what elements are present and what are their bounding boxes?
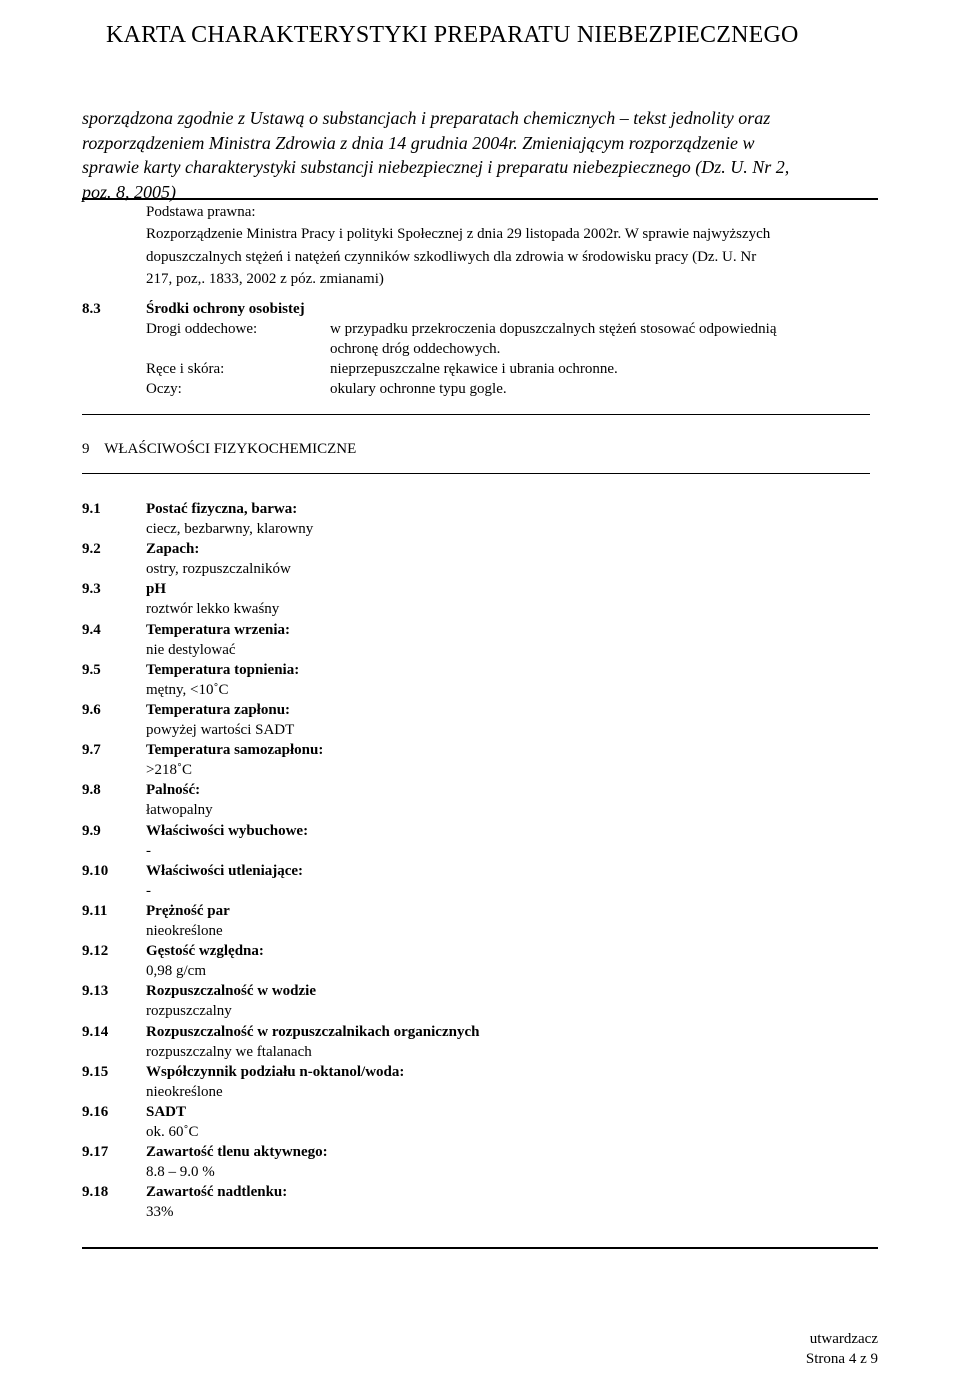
item-value: ok. 60˚C xyxy=(146,1124,199,1140)
item-label: Współczynnik podziału n-oktanol/woda: xyxy=(146,1064,405,1080)
item-label: Zapach: xyxy=(146,541,200,557)
section-divider xyxy=(82,473,870,474)
item-number: 9.11 xyxy=(82,903,108,919)
item-value: łatwopalny xyxy=(146,802,213,818)
item-label: Właściwości wybuchowe: xyxy=(146,823,309,839)
item-value: 8.8 – 9.0 % xyxy=(146,1164,215,1180)
item-number: 9.6 xyxy=(82,702,101,718)
legal-basis-label: Podstawa prawna: xyxy=(146,204,256,220)
item-number: 9.17 xyxy=(82,1144,109,1160)
item-label: pH xyxy=(146,581,167,597)
item-label: Właściwości utleniające: xyxy=(146,863,304,879)
item-number: 9.9 xyxy=(82,823,101,839)
item-number: 9.1 xyxy=(82,501,101,517)
item-label: Temperatura wrzenia: xyxy=(146,622,290,638)
item-number: 9.3 xyxy=(82,581,101,597)
item-number: 9.10 xyxy=(82,863,109,879)
item-value: ostry, rozpuszczalników xyxy=(146,561,291,577)
item-value: 33% xyxy=(146,1204,174,1220)
item-label: SADT xyxy=(146,1104,187,1120)
item-value: roztwór lekko kwaśny xyxy=(146,601,280,617)
ppe-value: ochronę dróg oddechowych. xyxy=(330,341,501,357)
item-value: nie destylować xyxy=(146,642,236,658)
section-divider xyxy=(82,414,870,415)
ppe-value: w przypadku przekroczenia dopuszczalnych stężeń stosować odpowiednią xyxy=(330,321,777,337)
item-value: - xyxy=(146,843,151,859)
item-label: Temperatura samozapłonu: xyxy=(146,742,324,758)
item-value: ciecz, bezbarwny, klarowny xyxy=(146,521,314,537)
item-number: 9.13 xyxy=(82,983,109,999)
intro-line: sprawie karty charakterystyki substancji niebezpiecznej i preparatu niebezpiecznego (Dz. U. Nr 2, xyxy=(82,157,790,177)
intro-line: sporządzona zgodnie z Ustawą o substancjach i preparatach chemicznych – tekst jednolity oraz xyxy=(82,108,771,128)
item-value: nieokreślone xyxy=(146,1084,223,1100)
intro-line: rozporządzeniem Ministra Zdrowia z dnia 14 grudnia 2004r. Zmieniającym rozporządzenie w xyxy=(82,133,755,153)
legal-basis-line: 217, poz,. 1833, 2002 z póz. zmianami) xyxy=(146,271,384,287)
item-label: Postać fizyczna, barwa: xyxy=(146,501,298,517)
item-value: - xyxy=(146,883,151,899)
item-number: 9.16 xyxy=(82,1104,109,1120)
ppe-label: Drogi oddechowe: xyxy=(146,321,258,337)
intro-line: poz. 8, 2005) xyxy=(82,182,176,202)
item-label: Temperatura zapłonu: xyxy=(146,702,291,718)
item-label: Gęstość względna: xyxy=(146,943,264,959)
document-title: KARTA CHARAKTERYSTYKI PREPARATU NIEBEZPIECZNEGO xyxy=(106,22,799,48)
item-label: Rozpuszczalność w wodzie xyxy=(146,983,316,999)
item-value: 0,98 g/cm xyxy=(146,963,206,979)
item-label: Zawartość nadtlenku: xyxy=(146,1184,288,1200)
ppe-value: okulary ochronne typu gogle. xyxy=(330,381,507,397)
legal-basis-line: dopuszczalnych stężeń i natężeń czynników szkodliwych dla zdrowia w środowisku pracy (Dz. U. Nr xyxy=(146,249,757,265)
ppe-label: Oczy: xyxy=(146,381,182,397)
item-label: Prężność par xyxy=(146,903,230,919)
ppe-label: Ręce i skóra: xyxy=(146,361,225,377)
item-value: nieokreślone xyxy=(146,923,223,939)
item-number: 9.15 xyxy=(82,1064,109,1080)
item-number: 9.18 xyxy=(82,1184,109,1200)
item-label: Zawartość tlenu aktywnego: xyxy=(146,1144,328,1160)
item-value: rozpuszczalny we ftalanach xyxy=(146,1044,312,1060)
item-number: 9.8 xyxy=(82,782,101,798)
item-label: Temperatura topnienia: xyxy=(146,662,300,678)
section-8-3-number: 8.3 xyxy=(82,301,101,317)
item-value: powyżej wartości SADT xyxy=(146,722,295,738)
item-number: 9.14 xyxy=(82,1024,109,1040)
header-divider xyxy=(82,198,878,200)
footer-author: utwardzacz xyxy=(809,1331,878,1347)
item-number: 9.2 xyxy=(82,541,101,557)
footer-divider xyxy=(82,1247,878,1249)
legal-basis-line: Rozporządzenie Ministra Pracy i polityki Społecznej z dnia 29 listopada 2002r. W sprawie najwyższych xyxy=(146,226,771,242)
item-label: Palność: xyxy=(146,782,201,798)
ppe-value: nieprzepuszczalne rękawice i ubrania ochronne. xyxy=(330,361,618,377)
section-9-heading: 9 WŁAŚCIWOŚCI FIZYKOCHEMICZNE xyxy=(82,441,357,457)
item-value: rozpuszczalny xyxy=(146,1003,232,1019)
item-number: 9.12 xyxy=(82,943,109,959)
page-number: Strona 4 z 9 xyxy=(805,1351,878,1367)
item-number: 9.5 xyxy=(82,662,101,678)
section-8-3-title: Środki ochrony osobistej xyxy=(146,301,305,317)
item-number: 9.7 xyxy=(82,742,101,758)
item-value: mętny, <10˚C xyxy=(146,682,229,698)
item-label: Rozpuszczalność w rozpuszczalnikach organicznych xyxy=(146,1024,480,1040)
item-value: >218˚C xyxy=(146,762,192,778)
item-number: 9.4 xyxy=(82,622,101,638)
